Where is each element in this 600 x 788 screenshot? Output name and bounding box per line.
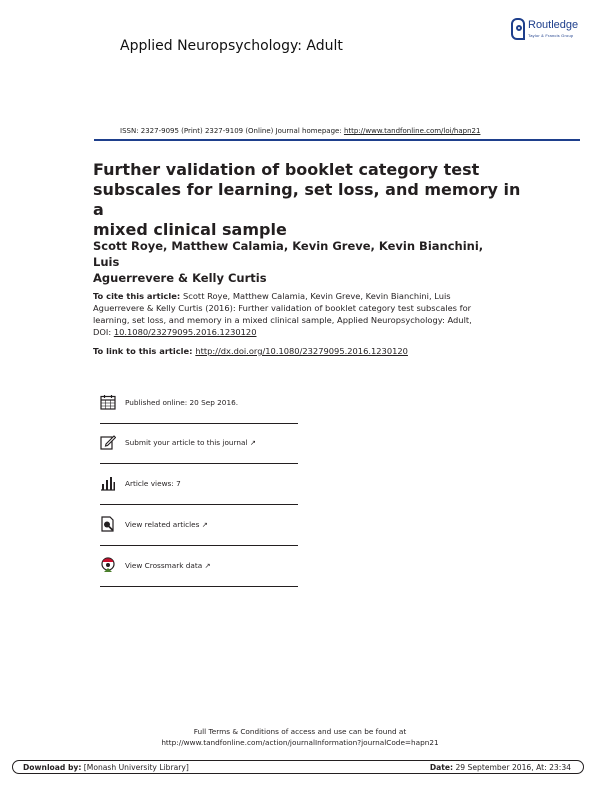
title-line: Further validation of booklet category test xyxy=(93,160,480,179)
published-online-text: Published online: 20 Sep 2016. xyxy=(125,398,239,407)
citation-block xyxy=(93,290,493,338)
logo-tagline: Taylor & Francis Group xyxy=(528,33,574,38)
calendar-icon xyxy=(100,394,116,410)
citation-text: Scott Roye, Matthew Calamia, Kevin Greve, Kevin Bianchini, Luis xyxy=(183,291,451,301)
bar-chart-icon xyxy=(100,475,116,491)
row-divider xyxy=(100,463,298,464)
search-document-icon xyxy=(100,516,116,532)
downloaded-by: Download by: [Monash University Library] xyxy=(23,763,189,772)
issn-line xyxy=(120,127,480,135)
doi-prefix: DOI: xyxy=(93,327,114,337)
terms-link[interactable]: http://www.tandfonline.com/action/journalInformation?journalCode=hapn21 xyxy=(161,738,439,747)
journal-homepage-link[interactable]: http://www.tandfonline.com/loi/hapn21 xyxy=(343,127,481,135)
article-views-text: Article views: 7 xyxy=(125,479,181,488)
submit-article-row[interactable] xyxy=(100,434,298,464)
crossmark-row[interactable] xyxy=(100,557,298,587)
link-block xyxy=(93,345,493,357)
related-articles-link[interactable]: View related articles ↗ xyxy=(125,520,208,529)
related-articles-row[interactable] xyxy=(100,516,298,546)
logo-name: Routledge xyxy=(528,19,579,31)
row-divider xyxy=(100,504,298,505)
crossmark-icon xyxy=(100,557,116,573)
citation-text: learning, set loss, and memory in a mixed clinical sample, Applied Neuropsychology: Adult, xyxy=(93,315,472,325)
edit-icon xyxy=(100,434,116,450)
external-link-icon: ↗ xyxy=(249,438,256,447)
title-line: mixed clinical sample xyxy=(93,220,287,239)
journal-title: Applied Neuropsychology: Adult xyxy=(120,38,343,54)
routledge-logo xyxy=(511,18,596,44)
terms-footer xyxy=(0,726,600,748)
external-link-icon: ↗ xyxy=(204,561,211,570)
article-title xyxy=(93,160,523,240)
issn-text: ISSN: 2327-9095 (Print) 2327-9109 (Online) Journal homepage: xyxy=(120,127,344,135)
submit-article-link[interactable]: Submit your article to this journal ↗ xyxy=(125,438,256,447)
author-line: Aguerrevere & Kelly Curtis xyxy=(93,271,267,285)
external-link-icon: ↗ xyxy=(201,520,208,529)
citation-label: To cite this article: xyxy=(93,291,184,301)
author-list xyxy=(93,238,513,286)
row-divider xyxy=(100,545,298,546)
terms-text: Full Terms & Conditions of access and use can be found at xyxy=(193,727,407,736)
title-line: subscales for learning, set loss, and memory in a xyxy=(93,180,521,219)
routledge-logo-icon xyxy=(511,18,525,40)
article-link[interactable]: http://dx.doi.org/10.1080/23279095.2016.1230120 xyxy=(195,346,408,356)
crossmark-link[interactable]: View Crossmark data ↗ xyxy=(125,561,211,570)
download-date: Date: 29 September 2016, At: 23:34 xyxy=(429,763,571,772)
row-divider xyxy=(100,586,298,587)
doi-link[interactable]: 10.1080/23279095.2016.1230120 xyxy=(113,327,257,337)
link-label: To link to this article: xyxy=(93,346,196,356)
published-online-row xyxy=(100,394,298,424)
header-divider xyxy=(94,139,580,141)
download-info-bar xyxy=(12,760,584,774)
article-views-row xyxy=(100,475,298,505)
citation-text: Aguerrevere & Kelly Curtis (2016): Further validation of booklet category test subscales for xyxy=(93,303,472,313)
author-line: Scott Roye, Matthew Calamia, Kevin Greve, Kevin Bianchini, Luis xyxy=(93,239,484,269)
row-divider xyxy=(100,423,298,424)
